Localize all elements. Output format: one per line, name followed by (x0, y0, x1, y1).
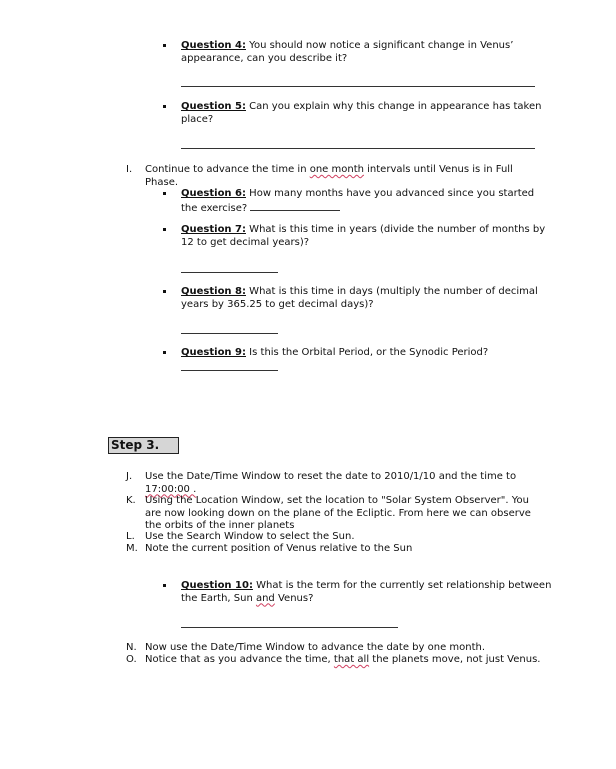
spell-flagged-text: and (255, 592, 275, 604)
question-label: Question 6: (181, 188, 246, 199)
bullet-icon (163, 351, 166, 354)
spell-flagged-text: one month (309, 164, 364, 175)
step-text: the planets move, not just Venus. (369, 654, 541, 665)
step-m (126, 543, 546, 556)
step-marker: M. (126, 543, 138, 554)
answer-line-q6[interactable] (250, 201, 340, 211)
step-marker: O. (126, 654, 137, 665)
question-label: Question 4: (181, 40, 246, 51)
step-text: Using the Location Window, set the location to "Solar System Observer". You are now looking down on the plane of the Ecliptic. From here we can observe the orbits of the inner planets (145, 495, 531, 531)
step-marker: J. (126, 471, 133, 482)
answer-line-q9[interactable] (181, 370, 278, 371)
step-text: Notice that as you advance the time, (145, 654, 334, 665)
question-text: What is the term for the currently set relationship between the Earth, Sun (181, 580, 552, 604)
question-label: Question 8: (181, 286, 246, 297)
answer-line-q5[interactable] (181, 148, 535, 149)
step-marker: I. (126, 164, 133, 175)
step-text: Use the Date/Time Window to reset the date to 2010/1/10 and the time to (145, 471, 517, 482)
question-label: Question 5: (181, 101, 246, 112)
bullet-icon (163, 105, 166, 108)
step-marker: K. (126, 495, 136, 506)
question-text: Can you explain why this change in appearance has taken place? (181, 101, 542, 125)
bullet-icon (163, 584, 166, 587)
step-k (126, 495, 546, 533)
bullet-icon (163, 290, 166, 293)
question-4 (163, 40, 553, 65)
spell-flagged-text: that all (333, 654, 370, 665)
question-10 (163, 580, 553, 605)
step-marker: L. (126, 531, 135, 542)
step-n (126, 642, 546, 655)
bullet-icon (163, 44, 166, 47)
step-l (126, 531, 546, 544)
answer-line-q4[interactable] (181, 86, 535, 87)
step-text: Use the Search Window to select the Sun. (145, 531, 355, 542)
bullet-icon (163, 228, 166, 231)
question-text: You should now notice a significant change in Venus’ appearance, can you describe it? (181, 40, 514, 64)
answer-line-q8[interactable] (181, 333, 278, 334)
question-text: Venus? (274, 592, 314, 604)
question-text: How many months have you advanced since you started the exercise? (181, 188, 535, 214)
question-7 (163, 224, 553, 249)
step-text: intervals until Venus is in Full Phase. (145, 164, 513, 188)
spell-flagged-text: 17:00:00 . (145, 483, 197, 495)
answer-line-q7[interactable] (181, 272, 278, 273)
question-label: Question 9: (181, 347, 246, 358)
question-text: What is this time in years (divide the number of months by 12 to get decimal years)? (181, 224, 546, 248)
question-label: Question 7: (181, 224, 246, 235)
step-3-heading: Step 3. (108, 437, 179, 454)
step-j (126, 471, 546, 496)
bullet-icon (163, 192, 166, 195)
question-label: Question 10: (181, 580, 253, 591)
step-o (126, 654, 546, 667)
question-5 (163, 101, 553, 126)
question-text: Is this the Orbital Period, or the Synodic Period? (246, 347, 489, 358)
question-6 (163, 188, 553, 215)
question-8 (163, 286, 553, 311)
step-text: Now use the Date/Time Window to advance the date by one month. (145, 642, 486, 653)
question-text: What is this time in days (multiply the number of decimal years by 365.25 to get decimal days)? (181, 286, 538, 310)
step-text: Note the current position of Venus relative to the Sun (145, 543, 413, 554)
answer-line-q10[interactable] (181, 627, 398, 628)
step-i (126, 164, 546, 189)
question-9 (163, 347, 553, 360)
step-text: Continue to advance the time in (145, 164, 310, 175)
step-marker: N. (126, 642, 137, 653)
